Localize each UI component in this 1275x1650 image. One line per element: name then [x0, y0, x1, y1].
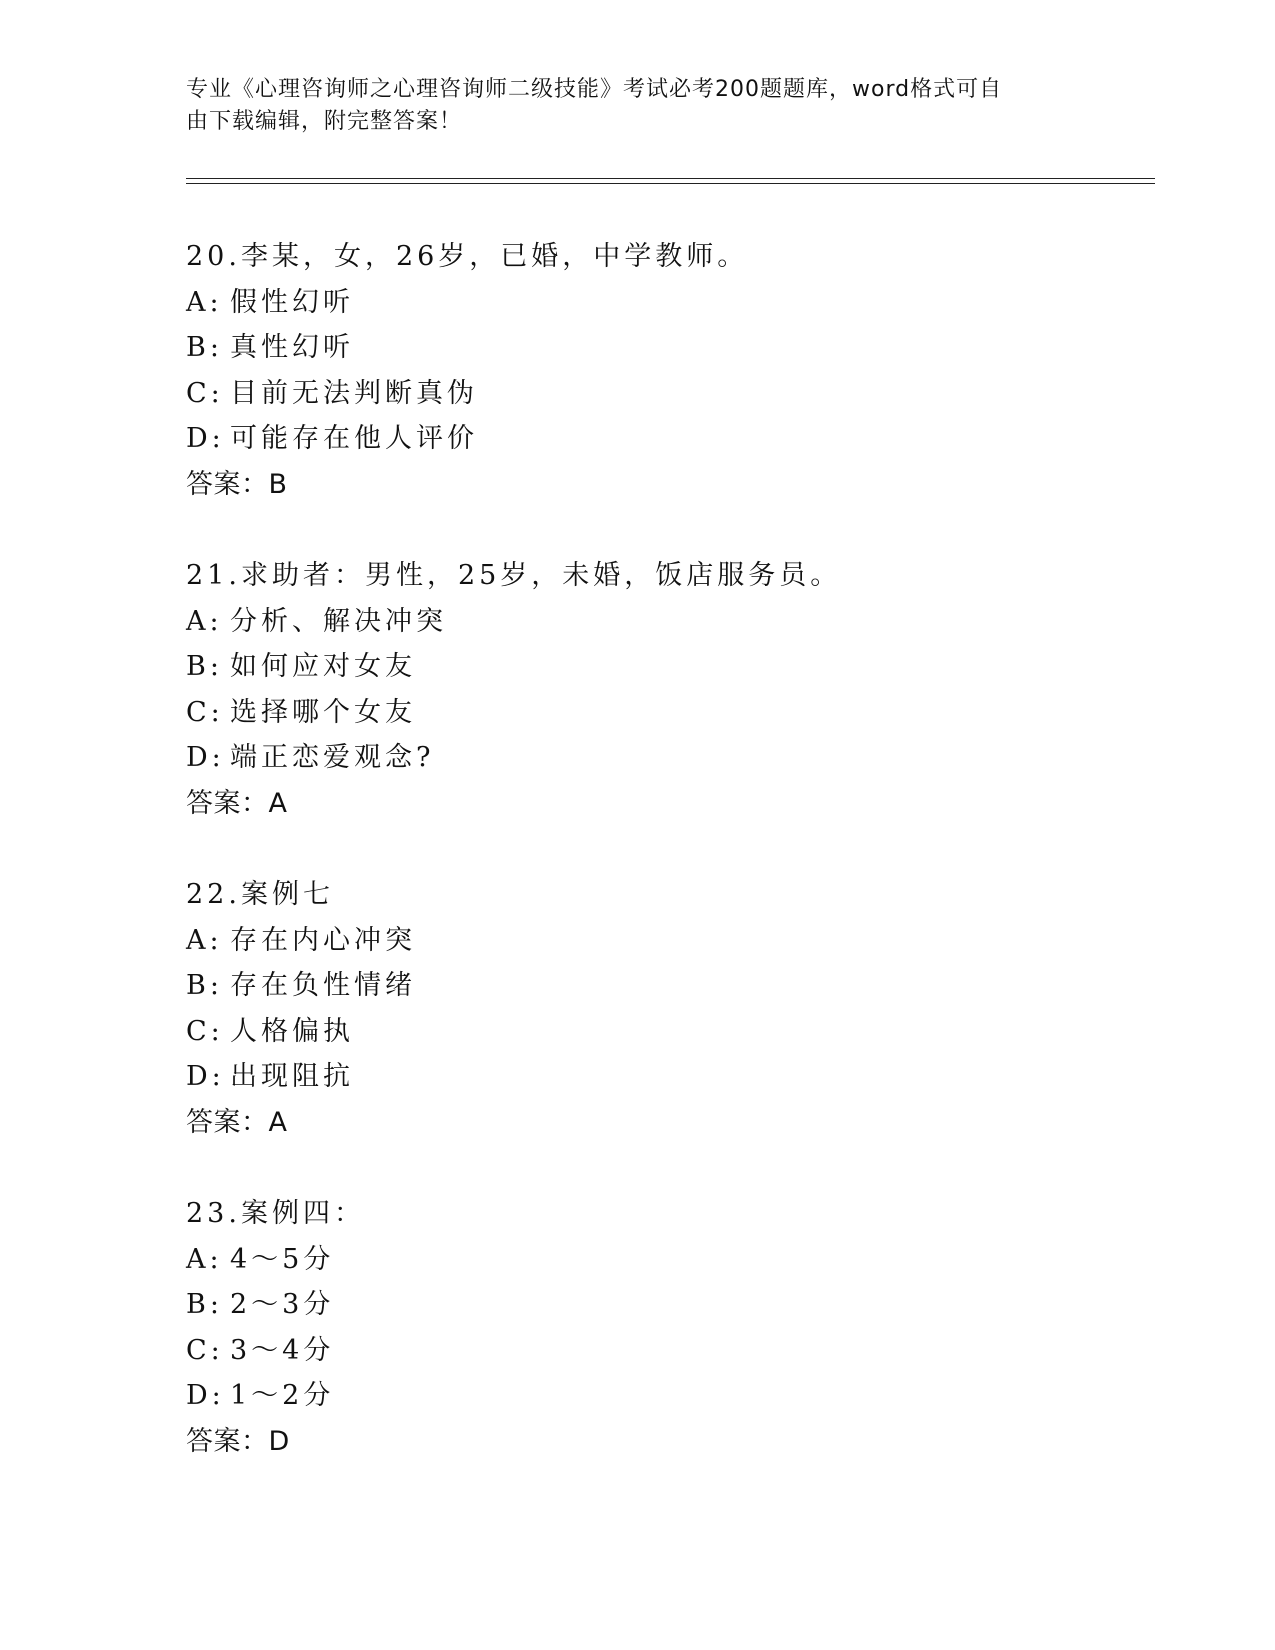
option-key: D:	[186, 423, 225, 454]
option-text: 人格偏执	[230, 1015, 354, 1047]
option-key: B:	[186, 651, 223, 682]
option-c	[186, 1328, 1146, 1374]
question-stem: 21.求助者：男性，25岁，未婚，饭店服务员。	[186, 560, 842, 591]
option-d	[186, 1373, 1146, 1419]
option-text: 1～2分	[230, 1380, 335, 1411]
option-text: 2～3分	[230, 1289, 335, 1320]
option-key: C:	[186, 1334, 224, 1366]
option-text: 假性幻听	[230, 286, 354, 318]
option-key: D:	[186, 1061, 225, 1092]
question-stem: 23.案例四：	[186, 1198, 365, 1229]
option-text: 4～5分	[230, 1243, 335, 1275]
option-text: 分析、解决冲突	[230, 605, 447, 637]
option-text: 端正恋爱观念?	[230, 742, 435, 773]
option-text: 存在内心冲突	[230, 924, 416, 956]
header-divider-top	[186, 178, 1155, 179]
header-line-1: 专业《心理咨询师之心理咨询师二级技能》考试必考200题题库，word格式可自	[186, 77, 1003, 102]
answer-line: 答案：A	[186, 1106, 288, 1138]
option-key: A:	[186, 286, 223, 318]
option-b	[186, 325, 1146, 371]
option-key: A:	[186, 605, 223, 637]
answer-line: 答案：D	[186, 1425, 290, 1457]
option-key: C:	[186, 1015, 224, 1047]
option-key: D:	[186, 742, 225, 773]
option-a	[186, 280, 1146, 326]
option-key: B:	[186, 1289, 223, 1320]
answer-line: 答案：A	[186, 787, 288, 819]
option-key: B:	[186, 332, 223, 363]
option-d	[186, 1054, 1146, 1100]
option-c	[186, 1009, 1146, 1055]
option-text: 可能存在他人评价	[230, 423, 478, 454]
option-text: 存在负性情绪	[230, 970, 416, 1001]
option-text: 真性幻听	[230, 332, 354, 363]
option-key: A:	[186, 924, 223, 956]
question-stem: 22.案例七	[186, 879, 334, 910]
option-text: 选择哪个女友	[230, 696, 416, 728]
option-b	[186, 1282, 1146, 1328]
option-b	[186, 963, 1146, 1009]
option-text: 目前无法判断真伪	[230, 377, 478, 409]
option-a	[186, 599, 1146, 645]
question-23	[186, 1191, 1146, 1464]
option-a	[186, 918, 1146, 964]
option-key: C:	[186, 696, 224, 728]
option-key: A:	[186, 1243, 223, 1275]
question-stem: 20.李某，女，26岁，已婚，中学教师。	[186, 241, 749, 272]
option-key: C:	[186, 377, 224, 409]
option-c	[186, 371, 1146, 417]
option-key: B:	[186, 970, 223, 1001]
question-20	[186, 234, 1146, 507]
answer-line: 答案：B	[186, 468, 288, 500]
option-b	[186, 644, 1146, 690]
header-line-2: 由下载编辑，附完整答案！	[186, 109, 463, 134]
option-text: 3～4分	[230, 1334, 335, 1366]
option-text: 如何应对女友	[230, 651, 416, 682]
option-d	[186, 416, 1146, 462]
document-header	[186, 74, 1086, 138]
question-21	[186, 553, 1146, 826]
option-key: D:	[186, 1380, 225, 1411]
question-22	[186, 872, 1146, 1145]
option-c	[186, 690, 1146, 736]
option-d	[186, 735, 1146, 781]
option-a	[186, 1237, 1146, 1283]
header-divider-bottom	[186, 183, 1155, 184]
option-text: 出现阻抗	[230, 1061, 354, 1092]
